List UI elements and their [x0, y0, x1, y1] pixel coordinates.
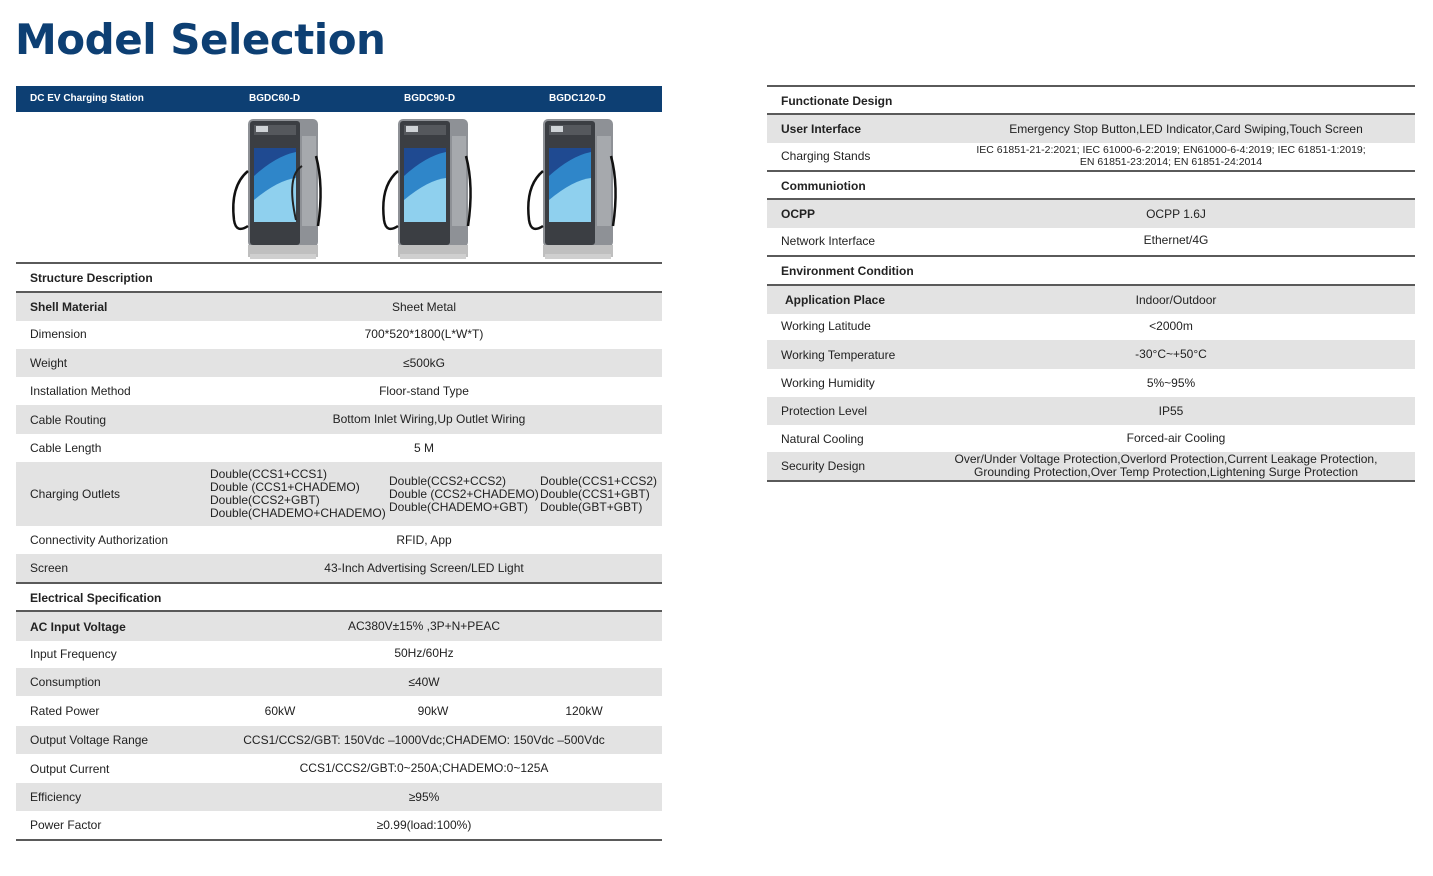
- table-row: [16, 377, 662, 405]
- outlet-option: Double (CCS2+CHADEMO): [389, 486, 539, 501]
- row-value: Ethernet/4G: [1143, 233, 1209, 247]
- table-row: [767, 284, 1415, 314]
- row-value: 5%~95%: [1146, 375, 1196, 390]
- row-label: Charging Outlets: [30, 487, 121, 501]
- row-label: AC Input Voltage: [30, 619, 126, 634]
- model-name-120: BGDC120-D: [549, 93, 606, 104]
- row-value: IP55: [1158, 403, 1184, 418]
- row-label: Cable Length: [30, 441, 102, 455]
- table-row: [767, 369, 1415, 397]
- rated-power-90: 90kW: [417, 703, 449, 718]
- row-label: Input Frequency: [30, 646, 117, 661]
- standards-line-2: EN 61851-23:2014; EN 61851-24:2014: [1079, 155, 1263, 168]
- charger-image-90: [380, 116, 480, 262]
- row-value: <2000m: [1149, 318, 1193, 333]
- page-title: Model Selection: [15, 15, 386, 64]
- outlet-option: Double (CCS1+CHADEMO): [210, 480, 360, 494]
- standards-line-1: IEC 61851-21-2:2021; IEC 61000-6-2:2019; EN61000-6-4:2019; IEC 61851-1:2019;: [976, 143, 1366, 156]
- section-environment: [767, 255, 1415, 285]
- row-value: CCS1/CCS2/GBT:0~250A;CHADEMO:0~125A: [299, 761, 549, 775]
- table-row: [16, 639, 662, 668]
- table-row: [16, 811, 662, 841]
- row-value: Floor-stand Type: [379, 383, 469, 398]
- row-label: Weight: [30, 356, 68, 370]
- outlet-option: Double(CHADEMO+GBT): [389, 499, 529, 514]
- table-row: [16, 405, 662, 434]
- outlet-option: Double(CCS1+CCS2): [540, 473, 658, 488]
- table-row: [767, 425, 1415, 452]
- row-value: AC380V±15% ,3P+N+PEAC: [347, 619, 500, 633]
- section-communication: [767, 170, 1415, 199]
- row-label: Shell Material: [30, 300, 108, 314]
- table-row: [767, 340, 1415, 369]
- table-row: [16, 696, 662, 726]
- row-value: 700*520*1800(L*W*T): [364, 326, 484, 341]
- outlets-120: [540, 462, 662, 526]
- rated-power-120: 120kW: [565, 703, 603, 718]
- row-label: Charging Stands: [781, 148, 871, 163]
- table-row: [16, 526, 662, 554]
- table-row: [767, 198, 1415, 228]
- table-row: [767, 312, 1415, 340]
- outlet-option: Double(CCS1+CCS1): [210, 467, 328, 481]
- section-title: Environment Condition: [781, 264, 914, 278]
- outlets-90: [389, 462, 541, 526]
- section-title: Communiotion: [781, 178, 866, 193]
- row-value: Forced-air Cooling: [1126, 431, 1226, 445]
- model-name-60: BGDC60-D: [249, 93, 301, 104]
- row-value: Indoor/Outdoor: [1135, 292, 1217, 307]
- row-value: -30°C~+50°C: [1135, 347, 1207, 361]
- table-row: [767, 113, 1415, 143]
- row-label: Installation Method: [30, 384, 131, 398]
- row-label: Output Current: [30, 761, 110, 776]
- security-line-1: Over/Under Voltage Protection,Overlord Protection,Current Leakage Protection,: [954, 452, 1378, 466]
- section-title: Structure Description: [30, 270, 153, 285]
- row-label: Application Place: [785, 293, 886, 307]
- outlet-option: Double(GBT+GBT): [540, 499, 643, 514]
- charger-image-60: [226, 116, 326, 262]
- row-label: Natural Cooling: [781, 431, 864, 446]
- row-value: ≤40W: [408, 674, 440, 689]
- row-value: CCS1/CCS2/GBT: 150Vdc –1000Vdc;CHADEMO: 150Vdc –500Vdc: [243, 732, 605, 747]
- row-value: RFID, App: [396, 532, 452, 547]
- table-row: [16, 754, 662, 783]
- row-label: Output Voltage Range: [30, 733, 149, 747]
- row-value: Emergency Stop Button,LED Indicator,Card Swiping,Touch Screen: [1009, 121, 1363, 136]
- section-title: Electrical Specification: [30, 590, 162, 605]
- row-value: OCPP 1.6J: [1146, 206, 1206, 221]
- section-electrical: [16, 582, 662, 611]
- row-value: 5 M: [413, 440, 434, 455]
- station-type-label: DC EV Charging Station: [30, 93, 144, 104]
- security-line-2: Grounding Protection,Over Temp Protection,Lightening Surge Protection: [974, 465, 1358, 479]
- row-label: Cable Routing: [30, 412, 107, 427]
- rated-power-60: 60kW: [264, 703, 296, 718]
- table-row: [16, 319, 662, 349]
- table-row: [16, 668, 662, 696]
- row-label: User Interface: [781, 122, 862, 136]
- row-label: Security Design: [781, 459, 866, 473]
- row-value: 50Hz/60Hz: [394, 646, 454, 660]
- section-functional: [767, 85, 1415, 114]
- row-value: ≤500kG: [403, 355, 445, 370]
- row-label: Efficiency: [30, 790, 82, 804]
- table-row: [16, 610, 662, 641]
- row-value: Sheet Metal: [391, 299, 457, 314]
- row-label: Power Factor: [30, 818, 102, 832]
- row-label: Network Interface: [781, 233, 876, 248]
- outlet-option: Double(CCS2+GBT): [210, 493, 320, 507]
- row-label: Working Temperature: [781, 347, 896, 362]
- left-spec-table: [16, 262, 662, 842]
- outlet-option: Double(CHADEMO+CHADEMO): [210, 506, 386, 520]
- row-label: Working Latitude: [781, 319, 871, 333]
- row-label: Protection Level: [781, 404, 868, 418]
- model-name-90: BGDC90-D: [404, 93, 456, 104]
- table-row: [767, 397, 1415, 425]
- charger-image-120: [525, 116, 625, 262]
- table-row: [767, 226, 1415, 255]
- row-value: Bottom Inlet Wiring,Up Outlet Wiring: [332, 412, 526, 426]
- row-label: Rated Power: [30, 704, 100, 718]
- table-header-bar: [16, 86, 662, 112]
- table-row: [16, 783, 662, 811]
- row-label: Connectivity Authorization: [30, 533, 169, 547]
- table-row: [16, 434, 662, 462]
- row-value: [927, 141, 1415, 170]
- row-value: ≥95%: [408, 789, 440, 804]
- row-label: Consumption: [30, 675, 101, 689]
- row-label: OCPP: [781, 207, 816, 221]
- section-title: Functionate Design: [781, 93, 893, 108]
- table-row: [16, 349, 662, 377]
- row-label: Screen: [30, 561, 69, 575]
- row-value: ≥0.99(load:100%): [376, 817, 472, 832]
- table-row: [16, 726, 662, 754]
- row-label: Working Humidity: [781, 376, 875, 390]
- outlets-60: [210, 462, 390, 526]
- outlet-option: Double(CCS1+GBT): [540, 486, 650, 501]
- table-row: [767, 452, 1415, 482]
- right-spec-table: [767, 85, 1415, 485]
- table-row: [767, 141, 1415, 170]
- table-row: [16, 554, 662, 582]
- table-row-charging-outlets: [16, 462, 662, 526]
- row-value: 43-Inch Advertising Screen/LED Light: [324, 560, 524, 575]
- row-value: [917, 452, 1415, 480]
- table-row: [16, 291, 662, 321]
- outlet-option: Double(CCS2+CCS2): [389, 473, 507, 488]
- row-label: Dimension: [30, 327, 87, 341]
- section-structure: [16, 262, 662, 291]
